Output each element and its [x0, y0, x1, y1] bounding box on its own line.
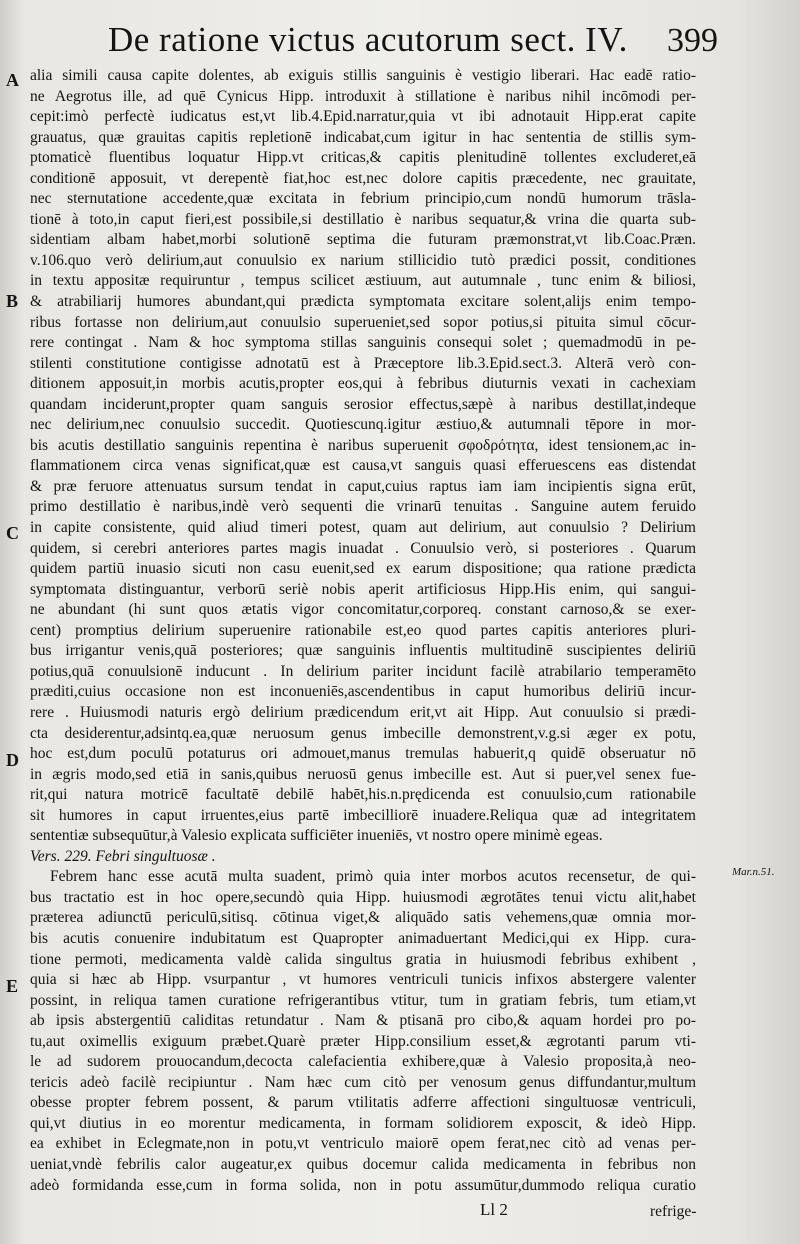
text-line: grauatus, quæ grauitas capitis repletionē indicabat,cum igitur in hac sententia de stillis sym-	[30, 128, 696, 146]
text-line: sidentiam albam habet,morbi solutionē septima die futuram præmonstrat,vt lib.Coac.Præn.	[30, 231, 696, 249]
text-line: hoc est,dum poculū potaturus ori admouet,manus tremulas habuerit,q quidē obseruatur nō	[30, 745, 696, 763]
text-line: flammationem circa venas significat,quæ est causa,vt sanguis quasi efferuescens eas distendat	[30, 457, 696, 475]
text-line: obesse propter febrem possent, & parum vtilitatis adferre affectioni singultuosæ ventriculi,	[30, 1094, 696, 1112]
text-line: alia simili causa capite dolentes, ab exiguis stillis sanguinis è vestigio liberari. Hac eadē ratio-	[30, 67, 696, 84]
text-line: tericis adeò facilè recipiuntur . Nam hæc cum citò per venosum genus diffundantur,multum	[30, 1073, 696, 1091]
text-line: quia si hæc ab Hipp. vsurpantur , vt humores ventriculi tunicis infixos abstergere valenter	[30, 971, 696, 989]
text-line: ne Aegrotus ille, ad quē Cynicus Hipp. introduxit à stillatione è naribus nihil incōmodi per-	[30, 87, 696, 105]
text-line: potius,quā conuulsionē inducunt . In delirium pariter incidunt facilè atrabilario temperamēto	[30, 662, 696, 680]
text-line: sententiæ subsequūtur,à Valesio explicata sufficiēter inueniēs, vt nostro opere minimè egeas.	[30, 827, 603, 845]
page-header	[108, 18, 718, 64]
text-line: in textu appositæ requiruntur , tempus scilicet æstiuum, aut autumnale , tunc enim & biliosi,	[30, 272, 696, 290]
text-line: rit,qui natura motricē facultatē debilē habēt,his.n.prędicenda est conuulsio,cum rationabile	[30, 786, 696, 804]
text-block	[30, 66, 696, 1196]
text-line: bis acutis destillatio sanguinis repentina è naribus superuenit σφοδρότητα, idest tensionem,ac in-	[30, 436, 696, 454]
text-line: ditionem apposuit,in morbis acutis,propter eos,qui à febribus diuturnis vexati in cachexiam	[30, 375, 696, 393]
text-line: possint, in reliqua tamen curatione refrigerantibus vtitur, tum in gratiam febris, tum etiam,vt	[30, 991, 696, 1009]
text-line: cta desiderentur,adsintq.ea,quæ neruosum genus imbecille demonstrent,v.g.si æger ex potu,	[30, 724, 696, 742]
text-line: conditionē apposuit, vt derepentè fiat,hoc est,nec dolore capitis præcedente, nec grauitate,	[30, 169, 696, 187]
text-line: bis acutis conuenire indubitatum est Quapropter animaduertant Medici,qui ex Hipp. cura-	[30, 929, 696, 947]
text-line: & præ feruore attenuatus sursum tendat in caput,cuius raptus iam iam incipientis signa erūt,	[30, 477, 696, 495]
text-line: tione permoti, medicamenta valdè calida singultus gratia in huiusmodi febribus exhibent ,	[30, 950, 696, 968]
text-line: ea exhibet in Eclegmate,non in potu,vt ventriculo maiorē opem ferat,nec citò ad venas per-	[30, 1135, 696, 1153]
text-line: quidem, si cerebri anteriores partes magis inuadat . Conuulsio verò, si posteriores . Quarum	[30, 539, 696, 557]
text-line: bus tractatio est in hoc opere,secundò quia Hipp. huiusmodi ægrotātes tenui victu alit,habet	[30, 888, 696, 906]
text-line: le ad sudorem prouocandum,decocta calefacientia exhibere,quæ à Valesio proposita,à neo-	[30, 1053, 696, 1071]
text-line: nec sternutatione accedente,quæ excitata in febrium principio,cum nondū humorum trāsla-	[30, 190, 696, 208]
text-line: quidem partiū inuasio sicuti non casu euenit,sed ex earum dispositione; qua ratione prædicta	[30, 560, 696, 578]
text-line: adeò formidanda esse,cum in forma solida, non in potu assumūtur,dummodo reliqua curatio	[30, 1176, 696, 1194]
text-line: nec delirium,nec conuulsio succedit. Quotiescunq.igitur æstiuo,& autumnali tēpore in mor-	[30, 416, 696, 434]
catchword: refrige-	[650, 1203, 697, 1220]
text-line: bus irrigantur venis,quā posteriores; quæ sanguinis influentis multitudinē suscipientes deliriū	[30, 642, 696, 660]
text-line: cepit:imò perfectè iudicatus est,vt lib.4.Epid.narratur,quia vt ibi adnotauit Hipp.erat capite	[30, 108, 696, 126]
text-line: ptomaticè fluentibus loquatur Hipp.vt criticas,& capitis plenitudinē tollentes excluderet,eā	[30, 149, 696, 167]
text-line: ab ipsis abstergentiū caliditas retundatur . Nam & ptisanā pro cibo,& aquam hordei pro po-	[30, 1012, 696, 1030]
text-line: in capite consistente, quid aliud timeri potest, quam aut delirium, aut conuulsio ? Delirium	[30, 519, 696, 537]
text-line: Febrem hanc esse acutā multa suadent, primò quia inter morbos acutos recensetur, de qui-	[50, 868, 696, 886]
margin-letter-d: D	[6, 750, 19, 770]
margin-letter-b: B	[6, 291, 19, 311]
text-line: tionē à toto,in caput fieri,est possibile,si destillatio è naribus sequatur,& vrina die quarta sub-	[30, 210, 696, 228]
margin-letter-c: C	[6, 523, 19, 543]
text-line: stilenti constitutione contigisse adnotatū est à Præceptore lib.3.Epid.sect.3. Alterā verò con-	[30, 354, 696, 372]
text-line: cent) promptius delirium superuenire rationabile est,eo quod partes capitis anteriores pluri-	[30, 621, 696, 639]
text-line: sit humores in caput irruentes,eius partē imbecilliorē inuadere.Reliqua quæ ad integritatem	[30, 806, 696, 824]
text-line: quandam inciderunt,propter quam sanguis serosior effectus,sæpè à naribus destillat,indeque	[30, 395, 696, 413]
text-line: præditi,cuius occasione non est inconueniēs,ascendentibus in caput humoribus deliriū incur-	[30, 683, 696, 701]
margin-reference: Mar.n.51.	[732, 866, 775, 878]
page-number: 399	[667, 22, 718, 59]
text-line: & atrabiliarij humores abundant,qui prædicta symptomata excitare solent,alijs enim tempo-	[30, 293, 696, 311]
margin-letter-a: A	[6, 70, 19, 90]
text-line: symptomata distinguantur, verborū seriè nobis aperit artificiosus Hipp.His enim, qui sangui-	[30, 580, 696, 598]
text-line: rere . Huiusmodi naturis ergò delirium prædicendum erit,vt ait Hipp. Aut conuulsio si prædi-	[30, 703, 696, 721]
signature-mark: Ll 2	[480, 1200, 508, 1219]
text-line: v.106.quo verò delirium,aut conuulsio ex narium stillicidio tutò prædici possit, conditiones	[30, 251, 696, 269]
text-line: ueniat,vndè febrilis calor augeatur,ex quibus docemur calida medicamenta in febribus non	[30, 1155, 696, 1173]
running-head: De ratione victus acutorum sect. IV.	[108, 20, 628, 59]
text-line: ne abundant (hi sunt quos ætatis vigor concomitatur,corporeq. constant carnoso,& se exer-	[30, 601, 696, 619]
verse-heading: Vers. 229. Febri singultuosæ .	[30, 847, 216, 865]
text-line: tu,aut oximellis exiguum præbet.Quarè præter Hipp.consilium esset,& ægrotanti parum vti-	[30, 1032, 696, 1050]
margin-letter-e: E	[6, 976, 19, 996]
text-line: rere contingat . Nam & hoc symptoma stillas sanguinis consequi solet ; quemadmodū in pe-	[30, 334, 696, 352]
text-line: præterea adiunctū periculū,sitisq. cōtinua viget,& aliquādo satis vehemens,quæ omnia mor-	[30, 909, 696, 927]
text-line: in ægris modo,sed etiā in sanis,quibus neruosū genus imbecille est. Aut si puer,vel senex fue-	[30, 765, 696, 783]
text-line: qui,vt diutius in eo morentur medicamenta, in formam solidiorem exposcit, & ideò Hipp.	[30, 1114, 696, 1132]
text-line: primo destillatio è naribus,indè verò sequenti die vrinarū tenuitas . Sanguine autem feruido	[30, 498, 696, 516]
text-line: ribus fortasse non delirium,aut conuulsio superueniet,sed sopor potius,si pituita simul cōcur-	[30, 313, 696, 331]
